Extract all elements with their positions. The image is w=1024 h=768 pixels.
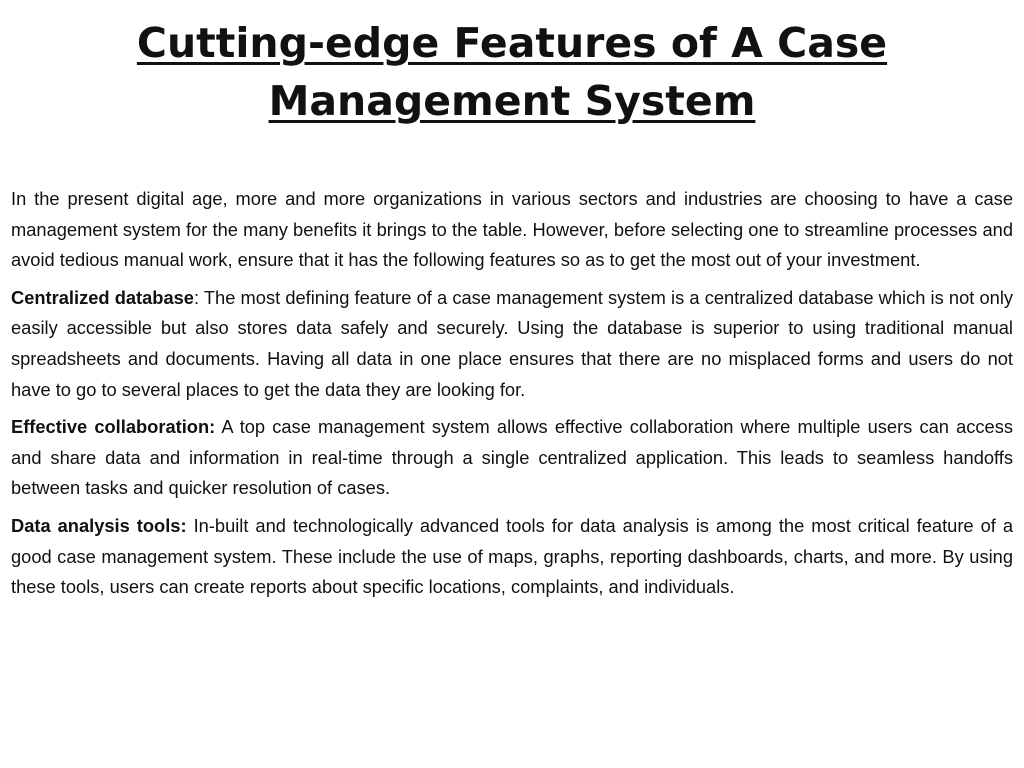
feature-heading: Centralized database (11, 286, 194, 308)
feature-data-analysis-tools (11, 511, 1013, 603)
slide-body (11, 184, 1013, 610)
feature-separator (187, 515, 194, 536)
feature-heading: Effective collaboration: (11, 416, 216, 438)
feature-effective-collaboration (11, 412, 1013, 504)
feature-separator: : (193, 286, 204, 308)
slide-title (60, 14, 964, 130)
feature-centralized-database (11, 283, 1013, 405)
intro-paragraph: In the present digital age, more and more organizations in various sectors and industries are choosing to have a case management system for the many benefits it brings to the table. However, before selecting one to streamline processes and avoid tedious manual work, ensure that it has the following features so as to get the most out of your investment. (11, 188, 1013, 271)
slide-title-line-2: Management System (268, 77, 756, 125)
feature-text: In-built and technologically advanced tools for data analysis is among the most critical feature of a good case management system. These include the use of maps, graphs, reporting dashboards, charts, and more. By using these tools, users can create reports about specific locations, complaints, and individuals. (11, 514, 1013, 598)
feature-text: The most defining feature of a case management system is a centralized database which is not only easily accessible but also stores data safely and securely. Using the database is superior to using traditional manual spreadsheets and documents. Having all data in one place ensures that there are no misplaced forms and users do not have to go to several places to get the data they are looking for. (11, 286, 1014, 400)
slide-title-line-1: Cutting-edge Features of A Case (136, 19, 888, 67)
feature-heading: Data analysis tools: (11, 514, 187, 536)
feature-text: A top case management system allows effective collaboration where multiple users can access and share data and information in real-time through a single centralized application. This leads to seamless handoffs between tasks and quicker resolution of cases. (11, 416, 1013, 499)
